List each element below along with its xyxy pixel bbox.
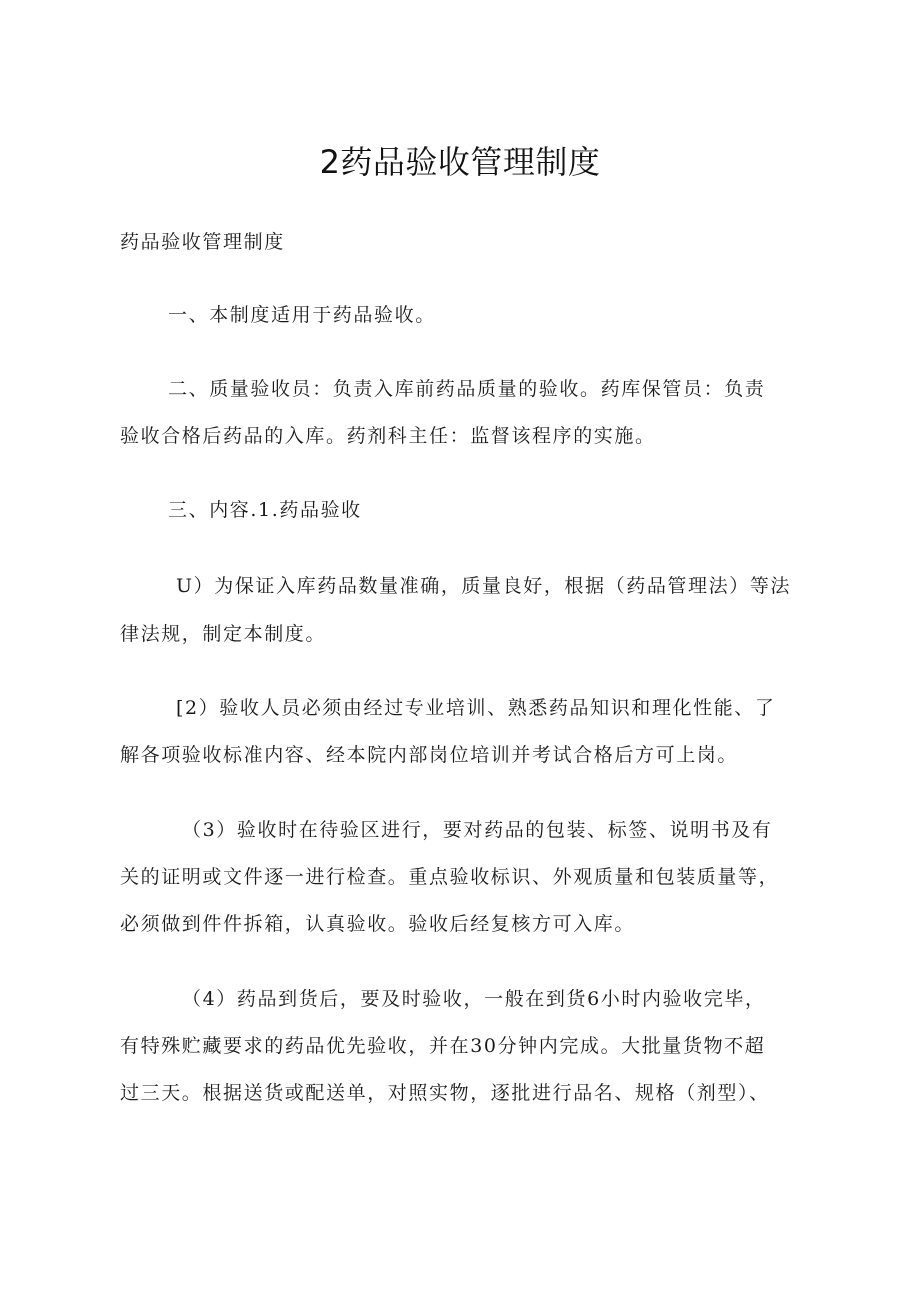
paragraph-line: （4）药品到货后，要及时验收，一般在到货6小时内验收完毕， bbox=[182, 988, 766, 1010]
paragraph-line: U）为保证入库药品数量准确，质量良好，根据（药品管理法）等法 bbox=[176, 575, 792, 597]
document-title: 2药品验收管理制度 bbox=[319, 143, 601, 181]
paragraph-line: 律法规，制定本制度。 bbox=[120, 623, 327, 645]
paragraph-line: 三、内容.1.药品验收 bbox=[168, 499, 362, 521]
paragraph-line: 过三天。根据送货或配送单，对照实物，逐批进行品名、规格（剂型）、 bbox=[120, 1082, 770, 1104]
paragraph-line: 一、本制度适用于药品验收。 bbox=[168, 304, 436, 326]
paragraph-line: 必须做到件件拆箱，认真验收。验收后经复核方可入库。 bbox=[120, 913, 636, 935]
section-heading: 药品验收管理制度 bbox=[120, 231, 285, 253]
paragraph-line: 解各项验收标准内容、经本院内部岗位培训并考试合格后方可上岗。 bbox=[120, 744, 739, 766]
paragraph-line: 验收合格后药品的入库。药剂科主任：监督该程序的实施。 bbox=[120, 425, 656, 447]
paragraph-line: 关的证明或文件逐一进行检查。重点验收标识、外观质量和包装质量等， bbox=[120, 866, 780, 888]
paragraph-line: （3）验收时在待验区进行，要对药品的包装、标签、说明书及有 bbox=[182, 819, 773, 841]
paragraph-line: [2）验收人员必须由经过专业培训、熟悉药品知识和理化性能、了 bbox=[176, 697, 776, 719]
paragraph-line: 二、质量验收员：负责入库前药品质量的验收。药库保管员：负责 bbox=[168, 378, 766, 400]
paragraph-line: 有特殊贮藏要求的药品优先验收，并在30分钟内完成。大批量货物不超 bbox=[120, 1035, 766, 1057]
